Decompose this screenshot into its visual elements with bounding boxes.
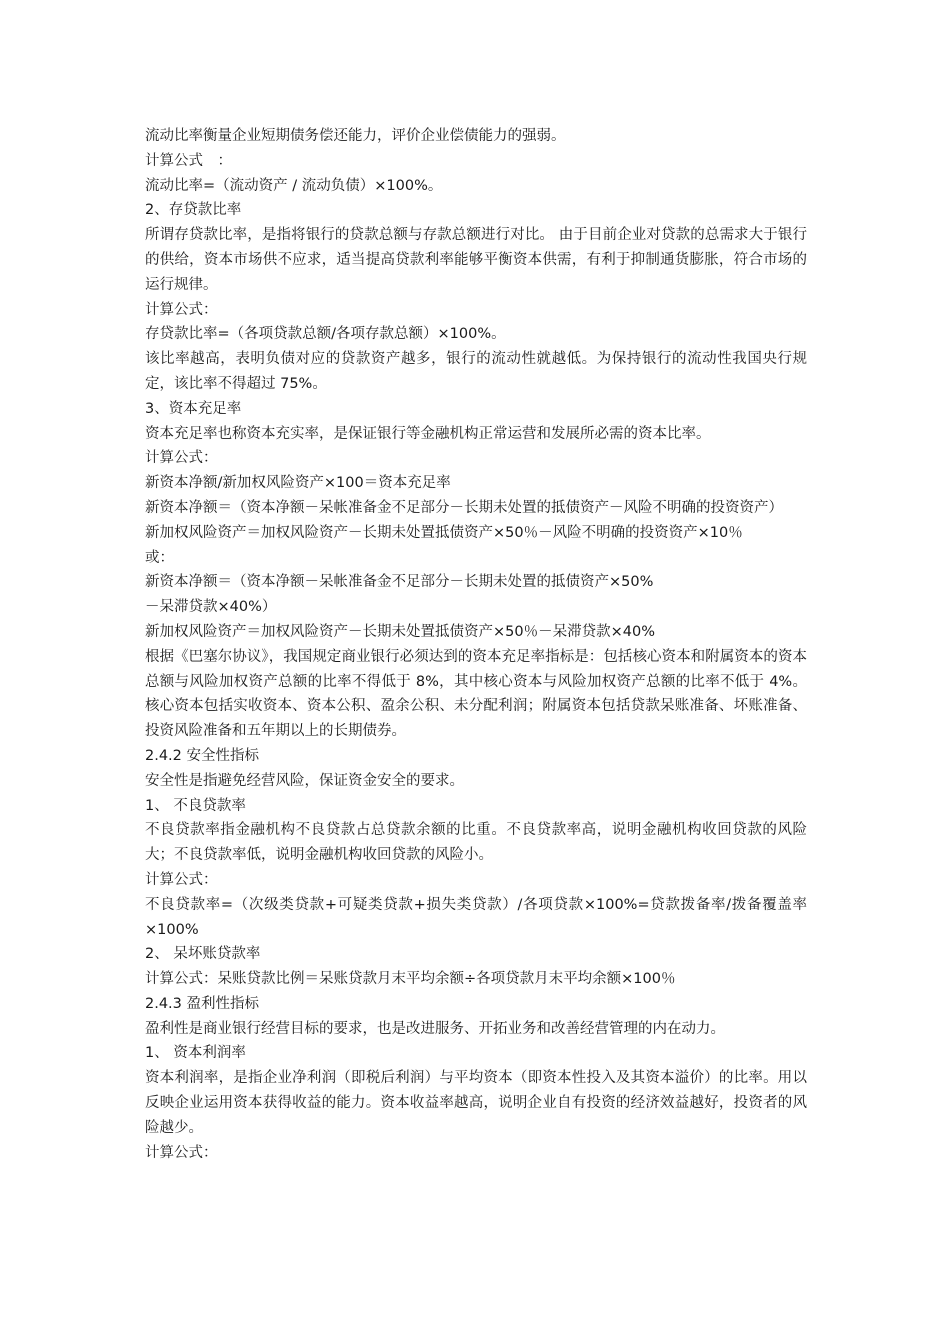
section-heading-bad-debt-ratio: 2、 呆坏账贷款率 [145, 946, 261, 963]
paragraph-current-ratio-intro: 流动比率衡量企业短期债务偿还能力，评价企业偿债能力的强弱。 [145, 128, 566, 144]
paragraph-loan-deposit-note: 该比率越高，表明负债对应的贷款资产越多，银行的流动性就越低。为保持银行的流动性我国央行规定，该比率不得超过 75%。 [145, 351, 807, 392]
formula-new-weighted-risk-assets: 新加权风险资产＝加权风险资产－长期未处置抵债资产×50％－风险不明确的投资资产×10％ [145, 524, 743, 541]
formula-npl-ratio: 不良贷款率=（次级类贷款+可疑类贷款+损失类贷款）/各项贷款×100%=贷款拨备率/拨备覆盖率×100% [145, 896, 807, 938]
document-body [145, 124, 807, 1165]
formula-label: 计算公式 ： [145, 152, 232, 169]
section-heading-loan-deposit-ratio: 2、存贷款比率 [145, 202, 242, 219]
formula-capital-adequacy: 新资本净额/新加权风险资产×100＝资本充足率 [145, 475, 451, 492]
formula-label: 计算公式： [145, 871, 218, 888]
formula-label: 计算公式： [145, 301, 218, 318]
section-heading-capital-adequacy: 3、资本充足率 [145, 400, 242, 417]
formula-new-net-capital: 新资本净额＝（资本净额－呆帐准备金不足部分－长期未处置的抵债资产－风险不明确的投资资产） [145, 499, 783, 516]
formula-current-ratio: 流动比率=（流动资产 / 流动负债）×100%。 [145, 177, 443, 194]
formula-label: 计算公式： [145, 1144, 218, 1161]
paragraph-loan-deposit-ratio: 所谓存贷款比率，是指将银行的贷款总额与存款总额进行对比。 由于目前企业对贷款的总需求大于银行的供给，资本市场供不应求，适当提高贷款利率能够平衡资本供需，有利于抑制通货膨胀，符合市场的运行规律。 [145, 227, 807, 293]
paragraph-safety: 安全性是指避免经营风险，保证资金安全的要求。 [145, 772, 464, 789]
paragraph-capital-adequacy: 资本充足率也称资本充实率，是保证银行等金融机构正常运营和发展所必需的资本比率。 [145, 425, 711, 442]
formula-loan-deposit-ratio: 存贷款比率=（各项贷款总额/各项存款总额）×100%。 [145, 326, 506, 343]
formula-new-net-capital-alt: 新资本净额＝（资本净额－呆帐准备金不足部分－长期未处置的抵债资产×50% [145, 574, 654, 591]
formula-new-weighted-risk-assets-alt: 新加权风险资产＝加权风险资产－长期未处置抵债资产×50％－呆滞贷款×40% [145, 623, 655, 640]
section-heading-profitability-indicators: 2.4.3 盈利性指标 [145, 995, 260, 1012]
formula-bad-debt-ratio: 计算公式：呆账贷款比例＝呆账贷款月末平均余额÷各项贷款月末平均余额×100％ [145, 971, 676, 988]
formula-new-net-capital-alt-cont: －呆滞贷款×40%） [145, 599, 277, 616]
section-heading-return-on-capital: 1、 资本利润率 [145, 1045, 246, 1062]
paragraph-basel-accord: 根据《巴塞尔协议》，我国规定商业银行必须达到的资本充足率指标是：包括核心资本和附属资本的资本总额与风险加权资产总额的比率不得低于 8%，其中核心资本与风险加权资产总额的比率不低于 4%。核心资本包括实收资本、资本公积、盈余公积、未分配利润；附属资本包括贷款呆账准备、坏账准备、投资风险准备和五年期以上的长期债券。 [145, 648, 807, 740]
paragraph-npl-ratio: 不良贷款率指金融机构不良贷款占总贷款余额的比重。不良贷款率高，说明金融机构收回贷款的风险大；不良贷款率低，说明金融机构收回贷款的风险小。 [145, 822, 807, 864]
paragraph-return-on-capital: 资本利润率，是指企业净利润（即税后利润）与平均资本（即资本性投入及其资本溢价）的比率。用以反映企业运用资本获得收益的能力。资本收益率越高，说明企业自有投资的经济效益越好，投资者的风险越少。 [145, 1070, 807, 1136]
section-heading-safety-indicators: 2.4.2 安全性指标 [145, 747, 260, 764]
formula-label: 计算公式： [145, 450, 218, 467]
paragraph-or: 或： [145, 549, 174, 566]
paragraph-profitability: 盈利性是商业银行经营目标的要求，也是改进服务、开拓业务和改善经营管理的内在动力。 [145, 1020, 725, 1037]
section-heading-npl-ratio: 1、 不良贷款率 [145, 797, 246, 814]
